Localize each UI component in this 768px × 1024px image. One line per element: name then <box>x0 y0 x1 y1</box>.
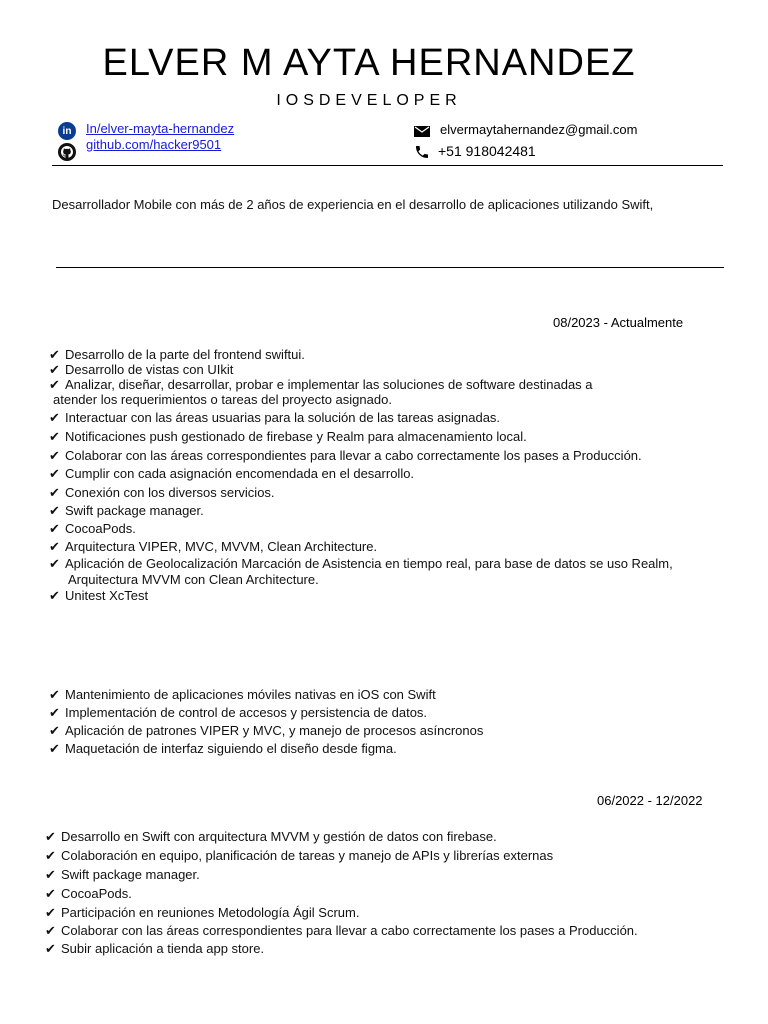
list-item: ✔ Notificaciones push gestionado de firebase y Realm para almacenamiento local. <box>49 429 527 444</box>
list-item: ✔ Implementación de control de accesos y persistencia de datos. <box>49 705 428 720</box>
experience-3-list <box>45 829 638 959</box>
check-icon: ✔ <box>49 429 60 444</box>
job-title: IOSDEVELOPER <box>276 92 462 109</box>
list-item: ✔ Mantenimiento de aplicaciones móviles nativas en iOS con Swift <box>49 687 436 702</box>
list-item: ✔ Subir aplicación a tienda app store. <box>45 941 265 956</box>
list-item: ✔ Desarrollo en Swift con arquitectura MVVM y gestión de datos con firebase. <box>45 829 497 844</box>
check-icon: ✔ <box>49 741 60 756</box>
check-icon: ✔ <box>49 705 60 720</box>
check-icon: ✔ <box>49 466 60 481</box>
list-item-continuation: atender los requerimientos o tareas del proyecto asignado. <box>53 392 392 407</box>
phone-text[interactable]: +51 918042481 <box>438 143 536 159</box>
list-item: ✔ Analizar, diseñar, desarrollar, probar e implementar las soluciones de software destinadas a <box>49 377 593 392</box>
check-icon: ✔ <box>49 448 60 463</box>
check-icon: ✔ <box>45 829 56 844</box>
check-icon: ✔ <box>49 503 60 518</box>
experience-3-date: 06/2022 - 12/2022 <box>597 793 703 808</box>
list-item: ✔ Aplicación de patrones VIPER y MVC, y manejo de procesos asíncronos <box>49 723 484 738</box>
check-icon: ✔ <box>49 723 60 738</box>
check-icon: ✔ <box>49 521 60 536</box>
experience-1-list <box>49 347 673 604</box>
email-icon <box>414 124 430 142</box>
list-item: ✔ Swift package manager. <box>49 503 204 518</box>
check-icon: ✔ <box>49 377 60 392</box>
list-item: ✔ Colaborar con las áreas correspondientes para llevar a cabo correctamente los pases a Producción. <box>45 923 638 938</box>
check-icon: ✔ <box>49 556 60 571</box>
list-item: ✔ Maquetación de interfaz siguiendo el diseño desde figma. <box>49 741 397 756</box>
check-icon: ✔ <box>49 362 60 377</box>
phone-icon <box>414 144 430 165</box>
check-icon: ✔ <box>45 848 56 863</box>
check-icon: ✔ <box>45 941 56 956</box>
email-text[interactable]: elvermaytahernandez@gmail.com <box>440 122 638 137</box>
list-item: ✔ Colaborar con las áreas correspondientes para llevar a cabo correctamente los pases a Producción. <box>49 448 642 463</box>
list-item: ✔ Participación en reuniones Metodología Ágil Scrum. <box>45 905 360 920</box>
list-item: ✔ Aplicación de Geolocalización Marcación de Asistencia en tiempo real, para base de datos se uso Realm, <box>49 556 673 571</box>
check-icon: ✔ <box>49 410 60 425</box>
check-icon: ✔ <box>49 485 60 500</box>
list-item: ✔ Desarrollo de la parte del frontend swiftui. <box>49 347 305 362</box>
candidate-name: ELVER M AYTA HERNANDEZ <box>102 42 636 84</box>
list-item: ✔ Conexión con los diversos servicios. <box>49 485 275 500</box>
list-item: ✔ Cumplir con cada asignación encomendada en el desarrollo. <box>49 466 415 481</box>
list-item: ✔ Unitest XcTest <box>49 588 149 603</box>
list-item-continuation: Arquitectura MVVM con Clean Architecture. <box>68 572 319 587</box>
list-item: ✔ Colaboración en equipo, planificación de tareas y manejo de APIs y librerías externas <box>45 848 554 863</box>
check-icon: ✔ <box>45 905 56 920</box>
check-icon: ✔ <box>49 588 60 603</box>
check-icon: ✔ <box>49 687 60 702</box>
linkedin-icon: in <box>58 122 76 140</box>
list-item: ✔ CocoaPods. <box>49 521 136 536</box>
check-icon: ✔ <box>45 923 56 938</box>
check-icon: ✔ <box>45 867 56 882</box>
check-icon: ✔ <box>49 539 60 554</box>
experience-1-date: 08/2023 - Actualmente <box>553 315 684 330</box>
check-icon: ✔ <box>45 886 56 901</box>
list-item: ✔ CocoaPods. <box>45 886 132 901</box>
list-item: ✔ Swift package manager. <box>45 867 200 882</box>
github-icon <box>58 143 76 161</box>
linkedin-link[interactable]: In/elver-mayta-hernandez <box>86 121 235 136</box>
profile-summary: Desarrollador Mobile con más de 2 años de experiencia en el desarrollo de aplicaciones utilizando Swift, <box>52 197 654 212</box>
header-divider <box>52 165 723 166</box>
summary-divider <box>56 267 724 268</box>
check-icon: ✔ <box>49 347 60 362</box>
github-link[interactable]: github.com/hacker9501 <box>86 137 222 152</box>
list-item: ✔ Arquitectura VIPER, MVC, MVVM, Clean Architecture. <box>49 539 378 554</box>
list-item: ✔ Desarrollo de vistas con UIkit <box>49 362 234 377</box>
list-item: ✔ Interactuar con las áreas usuarias para la solución de las tareas asignadas. <box>49 410 501 425</box>
experience-2-list <box>49 687 483 759</box>
